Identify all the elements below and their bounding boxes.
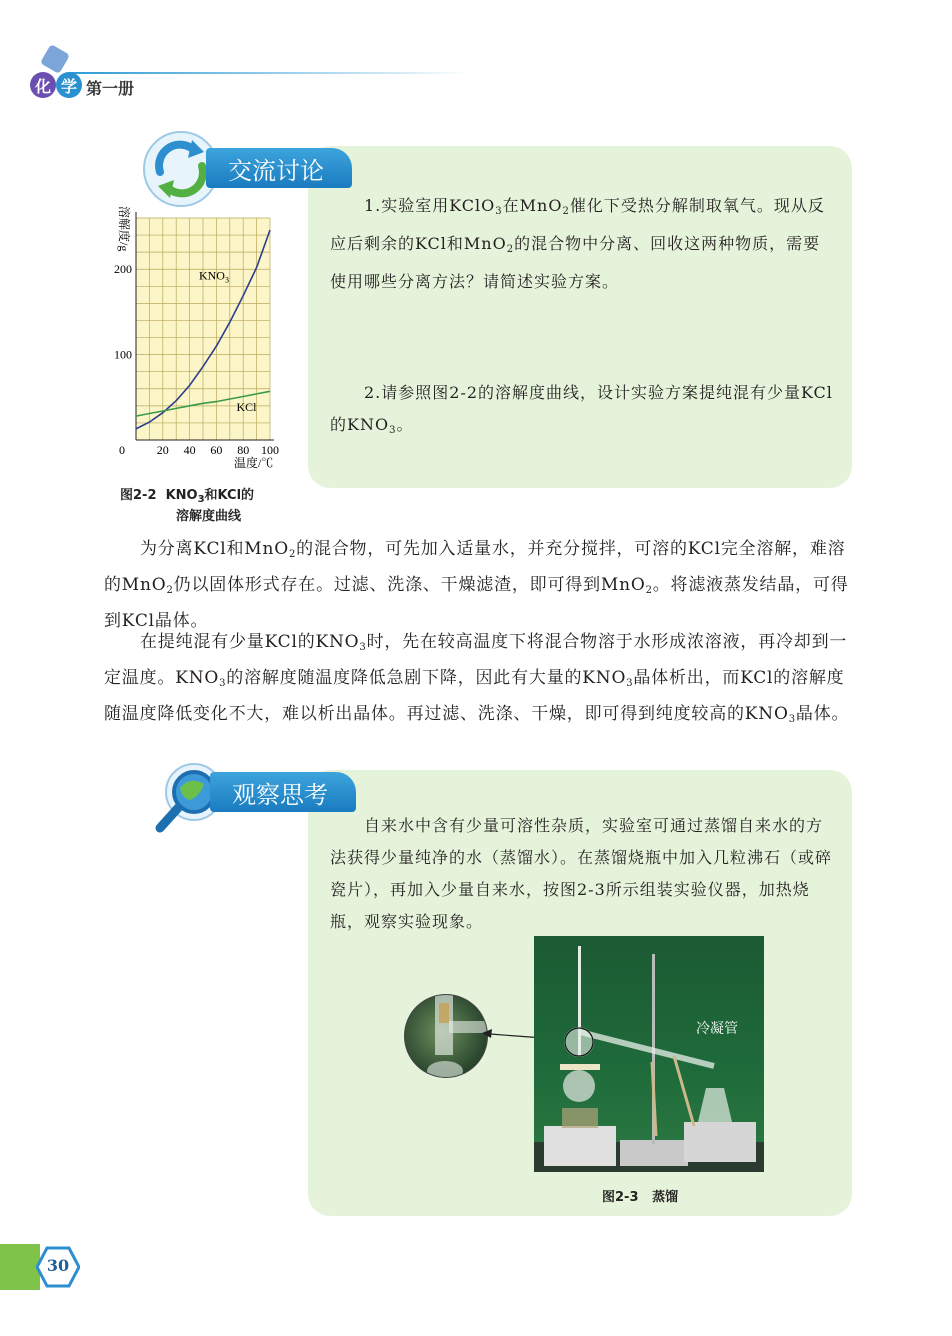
discussion-question-1 bbox=[330, 190, 836, 298]
p1-sub: 2 bbox=[288, 549, 297, 560]
q1-sub: 2 bbox=[506, 244, 515, 255]
x-axis-label: 温度/℃ bbox=[234, 456, 274, 470]
book-logo-xue: 学 bbox=[56, 72, 82, 98]
series-label-kno3-sub: 3 bbox=[224, 275, 229, 285]
p2-c: 的溶解度随温度降低急剧下降，因此有大量的KNO bbox=[226, 668, 627, 688]
body-paragraph-2 bbox=[104, 627, 854, 735]
observe-text: 自来水中含有少量可溶性杂质，实验室可通过蒸馏自来水的方法获得少量纯净的水（蒸馏水）。在蒸馏烧瓶中加入几粒沸石（或碎瓷片），再加入少量自来水，按图2-3所示组装实验仪器，加热烧瓶，观察实验现象。 bbox=[330, 816, 833, 931]
p1-d: 。将滤液蒸发结晶，可得到KCl晶体。 bbox=[104, 575, 849, 631]
p1-sub: 2 bbox=[166, 585, 174, 596]
q1-text-b: 在MnO bbox=[502, 196, 563, 215]
q1-text-c: 催化下受热分解制取氧气。现从反应后剩余的KCl和MnO bbox=[330, 196, 825, 253]
p1-c: 仍以固体形式存在。过滤、洗涤、干燥滤渣，即可得到MnO bbox=[173, 575, 646, 595]
discussion-question-2 bbox=[330, 377, 836, 447]
q2-sub: 3 bbox=[389, 425, 397, 436]
y-tick-label: 200 bbox=[114, 262, 132, 277]
p1-b: 的混合物，可先加入适量水，并充分搅拌，可溶的KCl完全溶解，难溶的MnO bbox=[104, 539, 846, 595]
p2-a: 在提纯混有少量KCl的KNO bbox=[140, 632, 360, 652]
book-logo-hua: 化 bbox=[30, 72, 56, 98]
distillation-head-zoom-inset bbox=[404, 994, 488, 1078]
series-label-kcl: KCl bbox=[236, 399, 257, 414]
x-tick-label: 0 bbox=[119, 443, 125, 457]
x-tick-label: 20 bbox=[156, 443, 169, 457]
p1-sub: 2 bbox=[645, 585, 653, 596]
book-volume: 第一册 bbox=[86, 79, 135, 98]
x-tick-label: 40 bbox=[183, 443, 196, 457]
condenser-label: 冷凝管 bbox=[696, 1021, 738, 1037]
solubility-chart bbox=[106, 196, 296, 476]
figure-2-2-caption bbox=[120, 484, 290, 524]
discussion-title: 交流讨论 bbox=[206, 148, 352, 188]
p2-sub: 3 bbox=[626, 678, 634, 689]
figure-name: 蒸馏 bbox=[652, 1190, 679, 1205]
q1-sub: 2 bbox=[562, 206, 570, 217]
figure-number: 图2-2 bbox=[120, 488, 157, 503]
q1-sub: 3 bbox=[495, 206, 503, 217]
header-rule bbox=[70, 72, 470, 74]
figure-name-a: KNO bbox=[165, 488, 198, 503]
p1-a: 为分离KCl和MnO bbox=[140, 539, 289, 559]
p2-sub: 3 bbox=[219, 678, 227, 689]
page-number: 30 bbox=[46, 1256, 70, 1275]
distillation-apparatus-photo bbox=[534, 936, 764, 1172]
p2-b: 时，先在较高温度下将混合物溶于水形成浓溶液，再冷却到一定温度。KNO bbox=[104, 632, 848, 688]
figure-name-c: 溶解度曲线 bbox=[176, 509, 242, 524]
figure-name-sub: 3 bbox=[197, 494, 205, 505]
figure-2-3-caption bbox=[602, 1186, 678, 1205]
y-tick-label: 100 bbox=[114, 347, 132, 362]
q2-text-a: 2.请参照图2-2的溶解度曲线，设计实验方案提纯混有少量KCl的KNO bbox=[330, 383, 833, 434]
q1-text-a: 1.实验室用KClO bbox=[364, 196, 496, 215]
p2-d: 晶体析出，而KCl的溶解度随温度降低变化不大，难以析出晶体。再过滤、洗涤、干燥，即可得到纯度较高的KNO bbox=[104, 668, 845, 724]
y-axis-label: 溶解度/g bbox=[117, 206, 131, 252]
x-tick-label: 100 bbox=[261, 443, 279, 457]
p2-sub: 3 bbox=[359, 642, 367, 653]
page-badge-stripe bbox=[0, 1244, 40, 1290]
figure-number: 图2-3 bbox=[602, 1190, 639, 1205]
x-tick-label: 60 bbox=[210, 443, 223, 457]
figure-name-b: 和KCl的 bbox=[204, 488, 255, 503]
observe-title: 观察思考 bbox=[210, 772, 356, 812]
p2-sub: 3 bbox=[788, 714, 796, 725]
q1-text-d: 的混合物中分离、回收这两种物质，需要使用哪些分离方法？请简述实验方案。 bbox=[330, 234, 821, 291]
p2-e: 晶体。 bbox=[795, 704, 850, 724]
series-label-kno3: $KNO_3$ bbox=[198, 268, 229, 285]
x-tick-label: 80 bbox=[237, 443, 250, 457]
body-paragraph-1 bbox=[104, 534, 854, 637]
hexagon-decoration-icon bbox=[40, 44, 70, 74]
q2-text-b: 。 bbox=[396, 415, 414, 434]
